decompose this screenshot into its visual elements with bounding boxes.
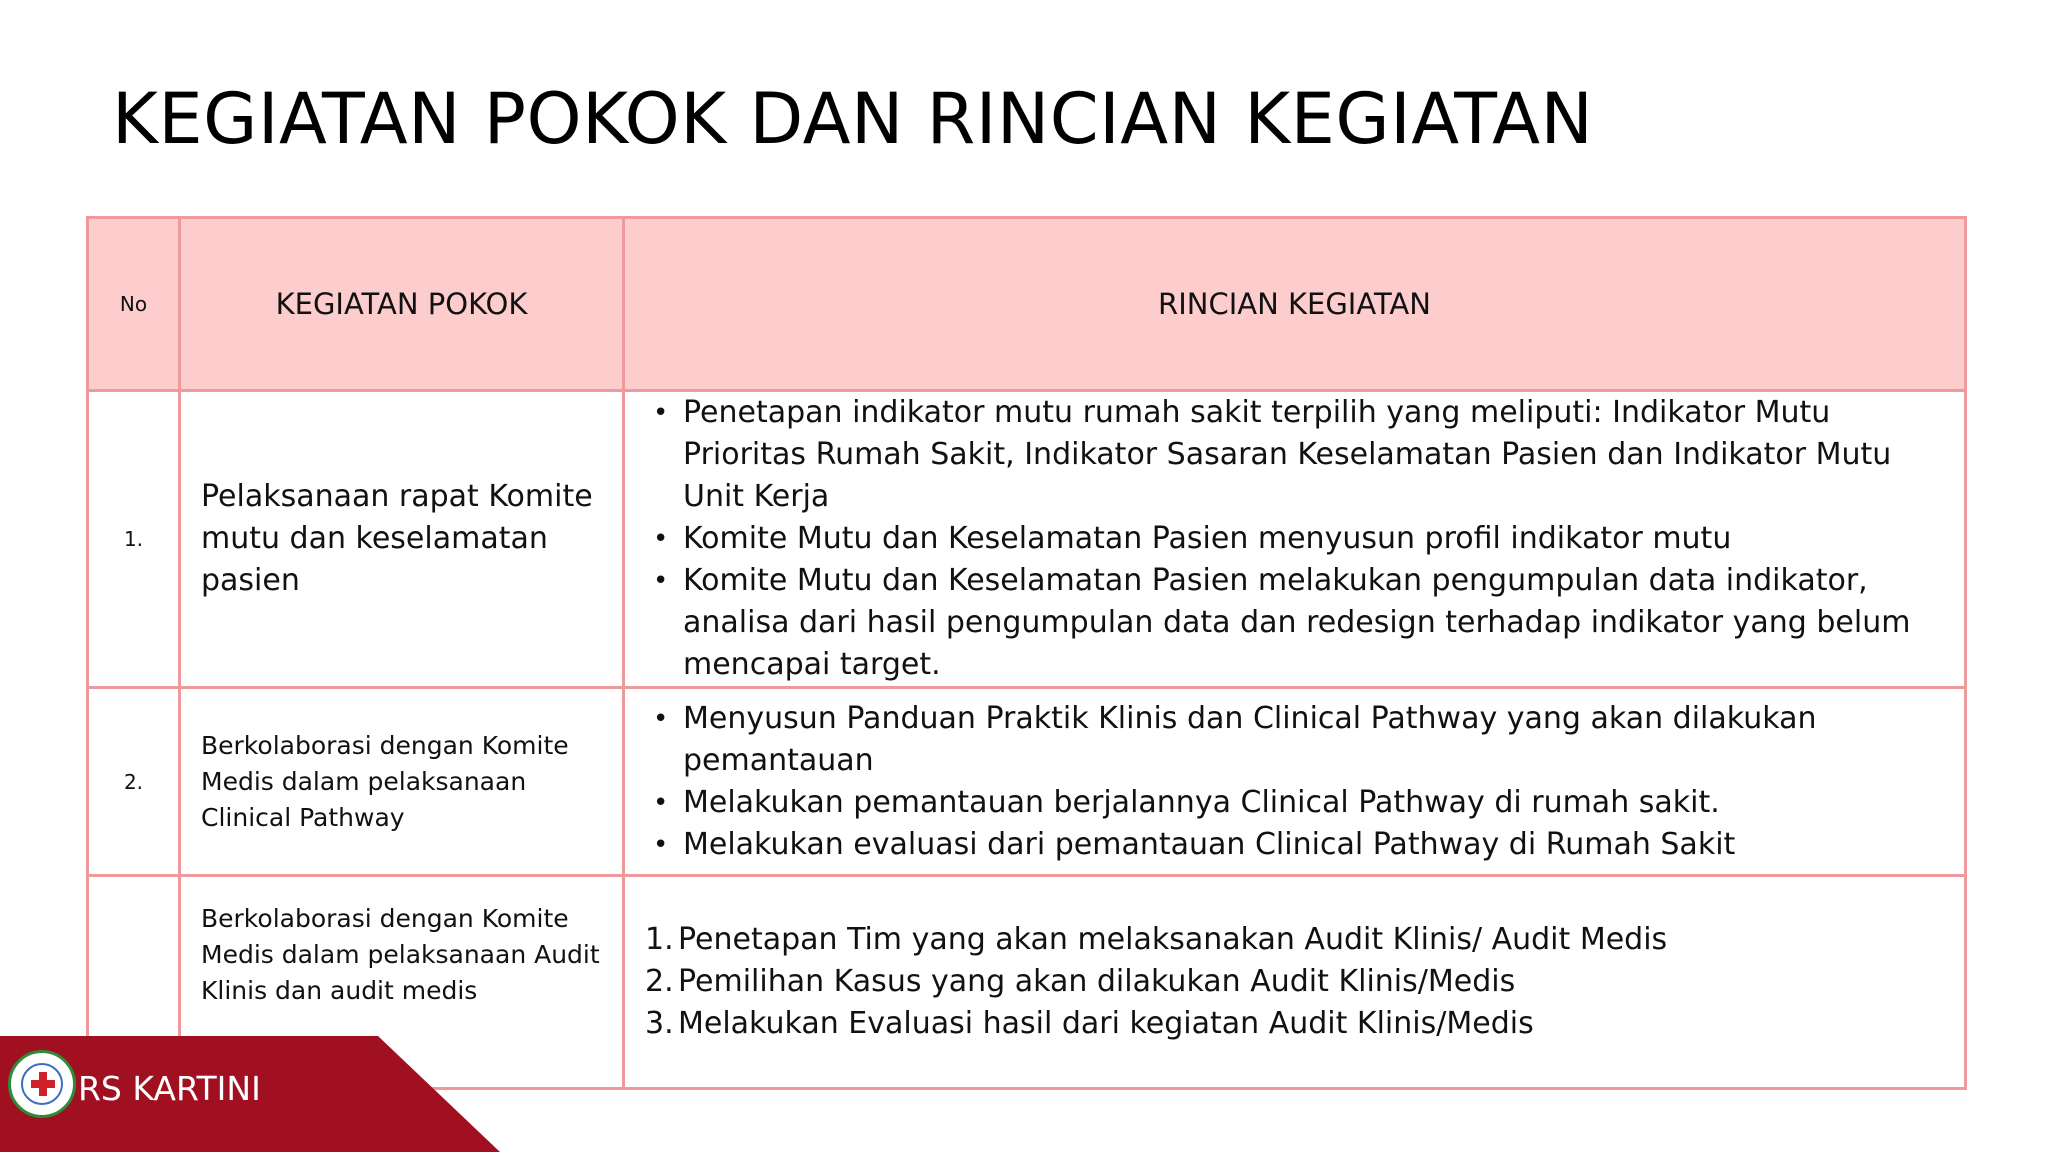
kegiatan-pokok-cell: Berkolaborasi dengan Komite Medis dalam pelaksanaan Audit Klinis dan audit medis — [180, 876, 624, 1089]
item-number: 1. — [645, 922, 674, 957]
list-item: • Melakukan pemantauan berjalannya Clinical Pathway di rumah sakit. — [653, 782, 1944, 824]
rincian-cell — [624, 688, 1966, 876]
kegiatan-pokok-cell: Pelaksanaan rapat Komite mutu dan keselamatan pasien — [180, 391, 624, 688]
list-item: • Komite Mutu dan Keselamatan Pasien menyusun profil indikator mutu — [653, 518, 1944, 560]
list-item: • Komite Mutu dan Keselamatan Pasien melakukan pengumpulan data indikator, analisa dari hasil pengumpulan data dan redesign terhadap indikator yang belum mencapai target. — [653, 560, 1944, 686]
rincian-numbered-list — [645, 919, 1944, 1045]
activities-table — [86, 216, 1967, 1090]
logo-ring — [21, 1063, 63, 1105]
rincian-cell — [624, 876, 1966, 1089]
item-number: 3. — [645, 1006, 674, 1041]
list-item — [645, 961, 1944, 1003]
row-number: 1. — [88, 391, 180, 688]
list-item: • Menyusun Panduan Praktik Klinis dan Clinical Pathway yang akan dilakukan pemantauan — [653, 698, 1944, 782]
page-title: KEGIATAN POKOK DAN RINCIAN KEGIATAN — [112, 78, 1594, 160]
list-item — [645, 919, 1944, 961]
header-no: No — [88, 218, 180, 391]
list-item: • Melakukan evaluasi dari pemantauan Clinical Pathway di Rumah Sakit — [653, 824, 1944, 866]
list-item: • Penetapan indikator mutu rumah sakit terpilih yang meliputi: Indikator Mutu Prioritas Rumah Sakit, Indikator Sasaran Keselamatan Pasien dan Indikator Mutu Unit Kerja — [653, 392, 1944, 518]
table-row — [88, 688, 1966, 876]
brand-name: RS KARTINI — [78, 1069, 261, 1108]
table-row — [88, 391, 1966, 688]
rincian-list — [653, 698, 1944, 866]
item-text: Melakukan Evaluasi hasil dari kegiatan Audit Klinis/Medis — [678, 1006, 1534, 1041]
list-item — [645, 1003, 1944, 1045]
row-number: 2. — [88, 688, 180, 876]
item-number: 2. — [645, 964, 674, 999]
item-text: Pemilihan Kasus yang akan dilakukan Audit Klinis/Medis — [678, 964, 1516, 999]
cross-icon-horizontal — [31, 1080, 55, 1088]
rincian-list — [653, 392, 1944, 686]
table-header-row — [88, 218, 1966, 391]
rincian-cell — [624, 391, 1966, 688]
item-text: Penetapan Tim yang akan melaksanakan Audit Klinis/ Audit Medis — [678, 922, 1668, 957]
header-rincian-kegiatan: RINCIAN KEGIATAN — [624, 218, 1966, 391]
kegiatan-pokok-cell: Berkolaborasi dengan Komite Medis dalam pelaksanaan Clinical Pathway — [180, 688, 624, 876]
hospital-logo-icon — [8, 1050, 76, 1118]
header-kegiatan-pokok: KEGIATAN POKOK — [180, 218, 624, 391]
